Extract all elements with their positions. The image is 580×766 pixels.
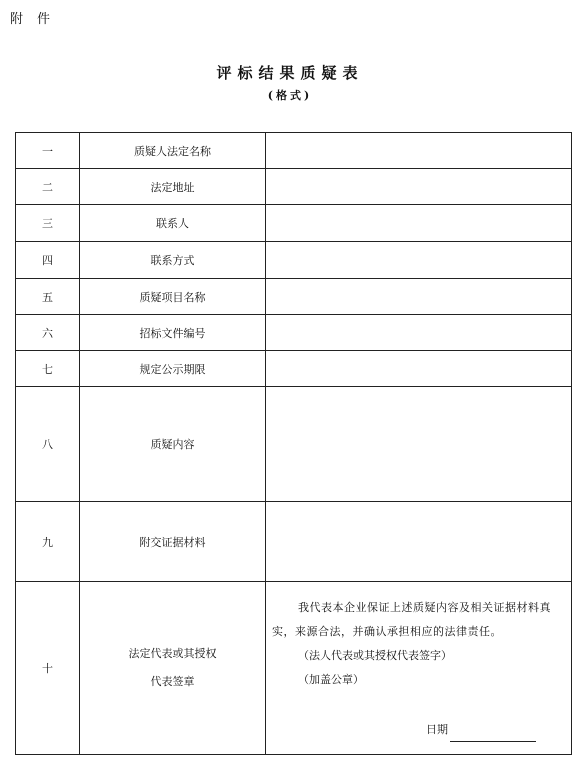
row-number: 九	[16, 502, 80, 582]
row-number: 四	[16, 242, 80, 279]
objection-content-field[interactable]	[266, 387, 572, 502]
form-row	[16, 351, 572, 387]
form-row	[16, 242, 572, 279]
form-row	[16, 169, 572, 205]
declaration-text: 我代表本企业保证上述质疑内容及相关证据材料真实，来源合法，并确认承担相应的法律责任。	[272, 601, 551, 638]
row-label: 附交证据材料	[80, 502, 266, 582]
row-label: 质疑内容	[80, 387, 266, 502]
row-number: 八	[16, 387, 80, 502]
signature-label-line2: 代表签章	[150, 675, 195, 688]
page-title: 评标结果质疑表	[216, 64, 364, 82]
objection-form-table	[15, 132, 572, 755]
row-label: 联系人	[80, 205, 266, 242]
row-number: 二	[16, 169, 80, 205]
row-number: 三	[16, 205, 80, 242]
row-label: 法定地址	[80, 169, 266, 205]
objector-name-field[interactable]	[266, 133, 572, 169]
project-name-field[interactable]	[266, 279, 572, 315]
form-row	[16, 315, 572, 351]
row-number: 七	[16, 351, 80, 387]
row-label: 质疑项目名称	[80, 279, 266, 315]
signature-label-line1: 法定代表或其授权	[128, 647, 217, 660]
signature-note: （法人代表或其授权代表签字）	[298, 649, 452, 662]
row-number: 六	[16, 315, 80, 351]
row-label: 质疑人法定名称	[80, 133, 266, 169]
legal-address-field[interactable]	[266, 169, 572, 205]
date-label: 日期	[426, 723, 448, 736]
row-label: 规定公示期限	[80, 351, 266, 387]
date-field[interactable]	[450, 725, 536, 742]
signature-cell[interactable]	[266, 582, 572, 755]
page-subtitle: (格式)	[267, 89, 313, 102]
row-label	[80, 582, 266, 755]
form-row	[16, 582, 572, 755]
row-number: 十	[16, 582, 80, 755]
form-row	[16, 387, 572, 502]
row-number: 一	[16, 133, 80, 169]
publicity-period-field[interactable]	[266, 351, 572, 387]
form-row	[16, 502, 572, 582]
form-row	[16, 279, 572, 315]
seal-note: （加盖公章）	[298, 673, 364, 686]
row-number: 五	[16, 279, 80, 315]
contact-person-field[interactable]	[266, 205, 572, 242]
declaration-block	[266, 582, 571, 754]
row-label: 联系方式	[80, 242, 266, 279]
form-row	[16, 205, 572, 242]
attachment-label: 附件	[10, 12, 65, 27]
form-row	[16, 133, 572, 169]
contact-method-field[interactable]	[266, 242, 572, 279]
row-label: 招标文件编号	[80, 315, 266, 351]
evidence-materials-field[interactable]	[266, 502, 572, 582]
date-row	[426, 718, 536, 742]
tender-document-number-field[interactable]	[266, 315, 572, 351]
